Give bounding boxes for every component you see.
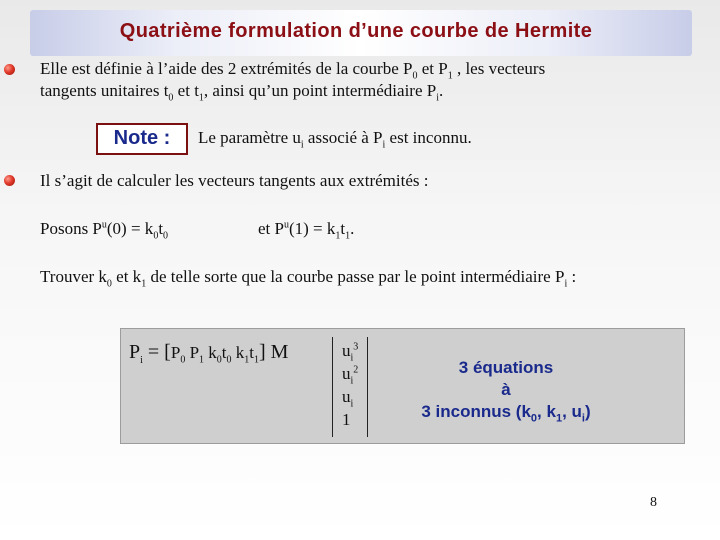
- result-line3: 3 inconnus ($k_0$, $k_1$, $u_i$): [421, 402, 591, 425]
- vector-entry: 1: [342, 410, 351, 429]
- end-tangent-line: et $P^u(1) = k_1t_1$.: [258, 219, 355, 242]
- page-number: 8: [650, 495, 657, 510]
- vector-entry: $u_i$: [342, 387, 354, 410]
- note-text: Le paramètre $u_i$ associé à $P_i$ est inconnu.: [198, 128, 472, 151]
- equation-result: [383, 357, 629, 423]
- result-line2: à: [501, 380, 511, 399]
- equation-lhs: $P_i = [P_0$ $P_1$ $k_0t_0$ $k_1t_1$] M: [129, 341, 289, 366]
- bullet1-line1: Elle est définie à l’aide des 2 extrémités de la courbe $P_0$ et $P_1$ , les vecteurs: [40, 59, 546, 82]
- note-box: [96, 123, 188, 155]
- bullet-icon: [4, 175, 15, 186]
- slide-title: Quatrième formulation d’une courbe de Hermite: [119, 20, 593, 42]
- vector-entry: $u_i^3$: [342, 341, 359, 364]
- vector-entry: $u_i^2$: [342, 364, 359, 387]
- bullet2-text: Il s’agit de calculer les vecteurs tangents aux extrémités :: [40, 171, 429, 190]
- note-label: Note :: [113, 127, 171, 149]
- bullet-icon: [4, 64, 15, 75]
- posons-line: Posons $P^u(0) = k_0t_0$: [40, 219, 169, 242]
- parameter-vector: [342, 339, 358, 431]
- bullet1-line2: tangents unitaires $t_0$ et $t_1$, ainsi qu’un point intermédiaire $P_i$.: [40, 81, 444, 104]
- equation-box: [120, 328, 685, 444]
- trouver-line: Trouver $k_0$ et $k_1$ de telle sorte que la courbe passe par le point intermédiaire $P_i$ :: [40, 267, 577, 290]
- result-line1: 3 équations: [458, 358, 554, 377]
